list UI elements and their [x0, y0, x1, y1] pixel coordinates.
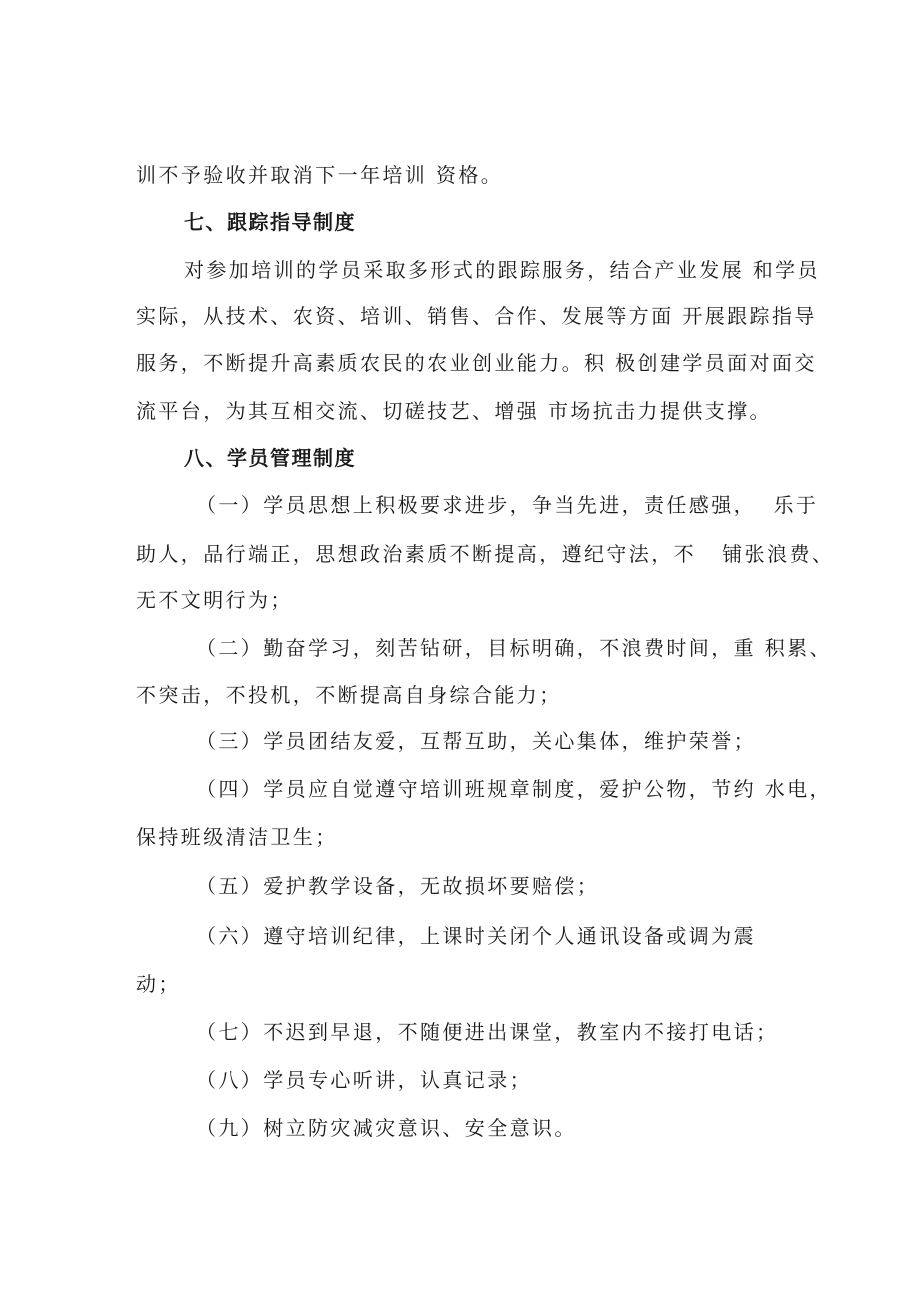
text-line: 不突击，不投机，不断提高自身综合能力； [136, 683, 562, 707]
text-line: （二）勤奋学习，刻苦钻研，目标明确，不浪费时间，重 积累、 [196, 636, 832, 660]
text-line: （九）树立防灾减灾意识、安全意识。 [196, 1116, 577, 1140]
text-line: 无不文明行为； [136, 588, 293, 612]
text-line: （五）爱护教学设备，无故损坏要赔偿； [196, 874, 600, 898]
text-line: 对参加培训的学员采取多形式的跟踪服务，结合产业发展 和学员 [184, 258, 820, 282]
text-line: （八）学员专心听讲，认真记录； [196, 1068, 532, 1092]
text-line: 保持班级清洁卫生； [136, 825, 338, 849]
text-line: 流平台，为其互相交流、切磋技艺、增强 市场抗击力提供支撑。 [136, 399, 772, 423]
text-line: （三）学员团结友爱，互帮互助，关心集体，维护荣誉； [196, 729, 756, 753]
text-line: （七）不迟到早退，不随便进出课堂，教室内不接打电话； [196, 1020, 779, 1044]
text-line: 助人，品行端正，思想政治素质不断提高，遵纪守法，不 铺张浪费、 [136, 542, 835, 566]
text-line: （一）学员思想上积极要求进步，争当先进，责任感强， 乐于 [196, 493, 819, 517]
section-heading-seven: 七、跟踪指导制度 [184, 210, 356, 234]
text-line: 动； [136, 972, 181, 996]
text-line: 服务，不断提升高素质农民的农业创业能力。积 极创建学员面对面交 [136, 351, 817, 375]
text-line: （四）学员应自觉遵守培训班规章制度，爱护公物，节约 水电， [196, 777, 832, 801]
text-line: （六）遵守培训纪律，上课时关闭个人通讯设备或调为震 [196, 924, 756, 948]
section-heading-eight: 八、学员管理制度 [184, 446, 356, 470]
text-line: 训不予验收并取消下一年培训 资格。 [136, 163, 504, 187]
text-line: 实际，从技术、农资、培训、销售、合作、发展等方面 开展跟踪指导 [136, 304, 817, 328]
